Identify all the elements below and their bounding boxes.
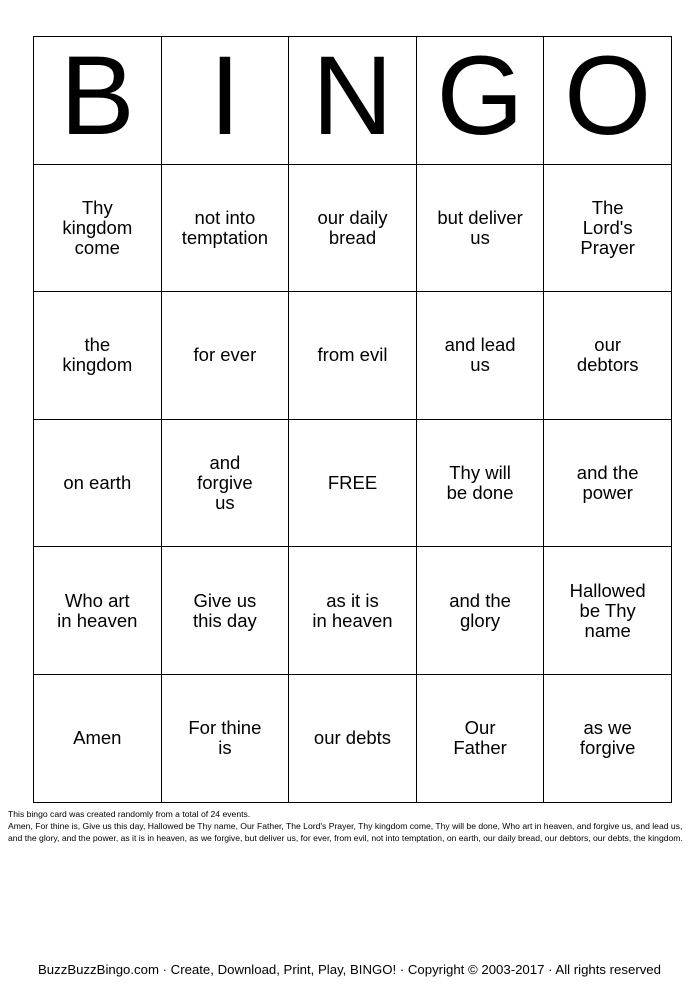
bingo-cell: and the glory	[416, 547, 544, 675]
card-footnote	[8, 808, 684, 844]
bingo-cell: from evil	[289, 292, 417, 420]
bingo-cell: Who art in heaven	[34, 547, 162, 675]
bingo-cell: Hallowed be Thy name	[544, 547, 672, 675]
header-letter-o: O	[544, 37, 672, 165]
bingo-card	[33, 36, 672, 803]
card-row	[34, 419, 672, 547]
bingo-cell: as we forgive	[544, 674, 672, 802]
bingo-cell: as it is in heaven	[289, 547, 417, 675]
bingo-cell: Give us this day	[161, 547, 289, 675]
footnote-events-list: Amen, For thine is, Give us this day, Hallowed be Thy name, Our Father, The Lord's Prayer, Thy kingdom come, Thy will be done, Who art in heaven, and forgive us, and lead us, and the glory, and the power, as it is in heaven, as we forgive, but deliver us, for ever, from evil, not into temptation, on earth, our daily bread, our debtors, our debts, the kingdom.	[8, 821, 683, 843]
site-footer: BuzzBuzzBingo.com · Create, Download, Print, Play, BINGO! · Copyright © 2003-2017 · All rights reserved	[38, 962, 661, 977]
card-row	[34, 674, 672, 802]
bingo-cell: Thy kingdom come	[34, 164, 162, 292]
card-row	[34, 547, 672, 675]
bingo-cell: the kingdom	[34, 292, 162, 420]
bingo-cell: Thy will be done	[416, 419, 544, 547]
footnote-summary: This bingo card was created randomly from a total of 24 events.	[8, 809, 251, 819]
bingo-cell: The Lord's Prayer	[544, 164, 672, 292]
header-letter-n: N	[289, 37, 417, 165]
bingo-cell: and forgive us	[161, 419, 289, 547]
bingo-cell: our debtors	[544, 292, 672, 420]
header-letter-i: I	[161, 37, 289, 165]
bingo-cell: and the power	[544, 419, 672, 547]
header-letter-b: B	[34, 37, 162, 165]
bingo-cell: for ever	[161, 292, 289, 420]
bingo-cell: not into temptation	[161, 164, 289, 292]
bingo-cell: our debts	[289, 674, 417, 802]
free-space-cell: FREE	[289, 419, 417, 547]
bingo-cell: For thine is	[161, 674, 289, 802]
bingo-cell: and lead us	[416, 292, 544, 420]
bingo-cell: but deliver us	[416, 164, 544, 292]
card-row	[34, 164, 672, 292]
header-row	[34, 37, 672, 165]
bingo-cell: on earth	[34, 419, 162, 547]
bingo-cell: Our Father	[416, 674, 544, 802]
card-row	[34, 292, 672, 420]
bingo-cell: Amen	[34, 674, 162, 802]
bingo-cell: our daily bread	[289, 164, 417, 292]
header-letter-g: G	[416, 37, 544, 165]
